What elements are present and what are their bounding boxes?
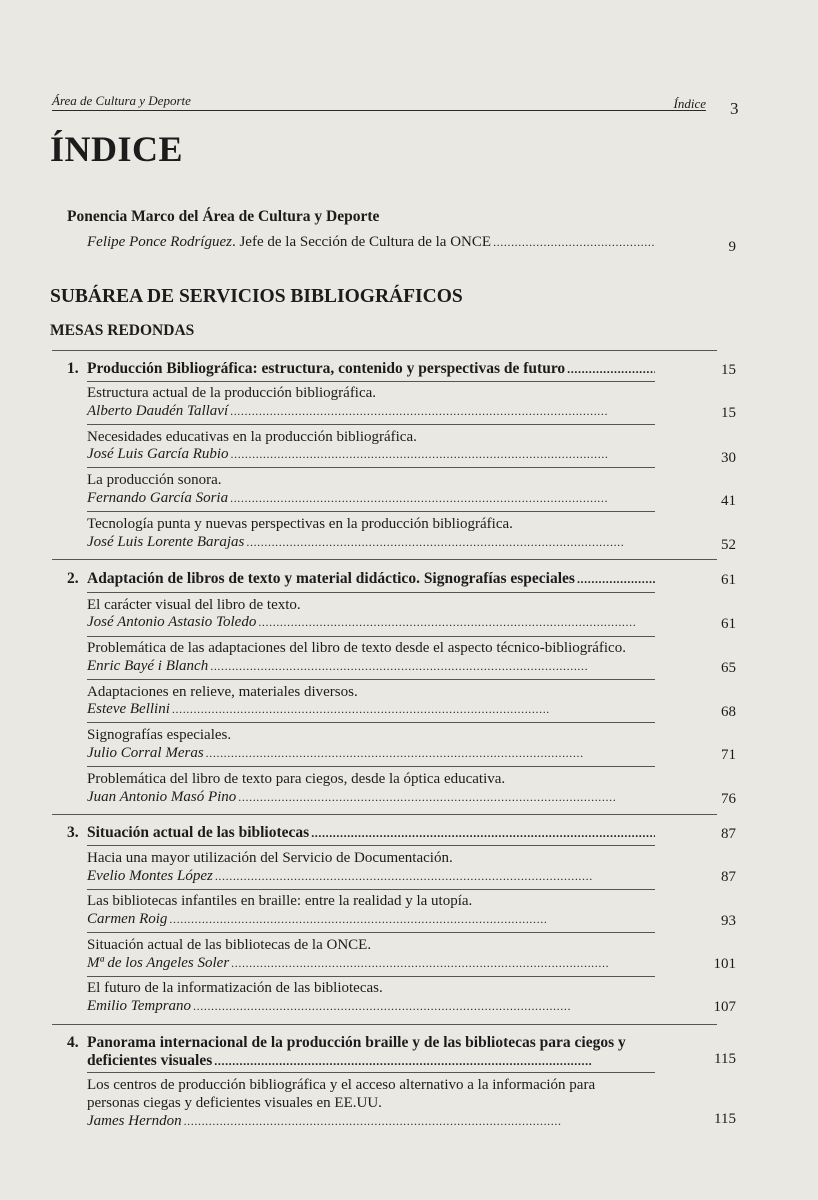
section-1-page: 15 — [721, 362, 736, 378]
section-3-page: 87 — [721, 826, 736, 842]
section-3-number: 3. — [67, 824, 79, 841]
article-author-entry: José Luis García Rubio . . . — [87, 446, 655, 463]
divider — [87, 636, 655, 637]
article-title: Problemática del libro de texto para ciegos, desde la óptica educativa. — [87, 771, 506, 787]
article-title-line2: personas ciegas y deficientes visuales en EE.UU. — [87, 1095, 382, 1111]
article-title: La producción sonora. — [87, 472, 222, 488]
divider — [87, 889, 655, 890]
article-page: 115 — [714, 1111, 736, 1127]
dot-leader — [215, 869, 655, 884]
divider — [52, 814, 717, 815]
article-title: Tecnología punta y nuevas perspectivas en la producción bibliográfica. — [87, 516, 513, 532]
page-title: ÍNDICE — [50, 129, 184, 169]
article-author-entry: José Luis Lorente Barajas . . . — [87, 534, 655, 551]
article-author-entry: Enric Bayé i Blanch . . . — [87, 658, 655, 675]
divider — [87, 722, 655, 723]
section-4-title-entry — [87, 1052, 655, 1070]
article-title: Situación actual de las bibliotecas de la ONCE. — [87, 937, 372, 953]
divider — [87, 511, 655, 512]
divider — [87, 424, 655, 425]
divider — [87, 766, 655, 767]
divider — [52, 559, 717, 560]
dot-leader — [206, 746, 655, 761]
section-title: Producción Bibliográfica: estructura, contenido y perspectivas de futuro — [87, 360, 566, 377]
divider — [87, 592, 655, 593]
article-page: 52 — [721, 537, 736, 553]
dot-leader — [169, 912, 655, 927]
article-title: Problemática de las adaptaciones del libro de texto desde el aspecto técnico-bibliográfico. — [87, 640, 626, 656]
header-chapter-name: Índice — [673, 96, 706, 111]
section-1-number: 1. — [67, 360, 79, 377]
section-2-number: 2. — [67, 570, 79, 587]
article-page: 30 — [721, 450, 736, 466]
round-tables-heading: MESAS REDONDAS — [50, 322, 195, 339]
divider — [87, 976, 655, 977]
article-author-entry: Esteve Bellini . . . — [87, 701, 655, 718]
article-author-entry: Evelio Montes López . . . — [87, 868, 655, 885]
article-page: 68 — [721, 704, 736, 720]
article-author-entry: James Herndon . . . — [87, 1113, 655, 1130]
article-page: 15 — [721, 405, 736, 421]
divider — [87, 467, 655, 468]
subarea-heading: SUBÁREA DE SERVICIOS BIBLIOGRÁFICOS — [50, 286, 463, 307]
article-author-entry: Mª de los Angeles Soler . . . — [87, 955, 655, 972]
article-author-entry: Alberto Daudén Tallaví . . . — [87, 403, 655, 420]
dot-leader — [258, 615, 655, 630]
article-title: Signografías especiales. — [87, 727, 232, 743]
article-page: 71 — [721, 747, 736, 763]
dot-leader — [567, 362, 655, 377]
section-2-title-entry — [87, 570, 655, 588]
dot-leader — [184, 1114, 655, 1129]
dot-leader — [231, 447, 655, 462]
dot-leader — [311, 826, 655, 841]
article-page: 101 — [713, 956, 736, 972]
section-4-page: 115 — [714, 1051, 736, 1067]
dot-leader — [214, 1054, 655, 1069]
article-author-entry: Juan Antonio Masó Pino . . . — [87, 789, 655, 806]
dot-leader — [230, 491, 655, 506]
article-title: Adaptaciones en relieve, materiales diversos. — [87, 684, 358, 700]
plenary-role: . Jefe de la Sección de Cultura de la ONCE — [231, 234, 492, 250]
dot-leader — [231, 956, 655, 971]
section-4-number: 4. — [67, 1034, 79, 1051]
article-title: Los centros de producción bibliográfica y el acceso alternativo a la información para — [87, 1077, 596, 1093]
article-page: 41 — [721, 493, 736, 509]
divider — [52, 1024, 717, 1025]
article-author-entry: Julio Corral Meras . . . — [87, 745, 655, 762]
section-title: Adaptación de libros de texto y material didáctico. Signografías especiales — [87, 570, 575, 587]
dot-leader — [493, 235, 655, 250]
article-author-entry: Fernando García Soria . . . — [87, 490, 655, 507]
dot-leader — [172, 702, 655, 717]
section-1-title-entry — [87, 360, 655, 378]
article-page: 61 — [721, 616, 736, 632]
article-page: 107 — [713, 999, 736, 1015]
article-page: 76 — [721, 791, 736, 807]
section-title: Situación actual de las bibliotecas — [87, 824, 310, 841]
dot-leader — [246, 535, 655, 550]
article-title: Hacia una mayor utilización del Servicio de Documentación. — [87, 850, 453, 866]
plenary-page: 9 — [728, 239, 736, 255]
plenary-entry — [87, 234, 655, 251]
article-title: El carácter visual del libro de texto. — [87, 597, 301, 613]
divider — [87, 845, 655, 846]
divider — [87, 679, 655, 680]
article-page: 87 — [721, 869, 736, 885]
divider — [87, 381, 655, 382]
article-title: Necesidades educativas en la producción bibliográfica. — [87, 429, 417, 445]
article-title: Estructura actual de la producción bibliográfica. — [87, 385, 377, 401]
dot-leader — [230, 404, 655, 419]
section-3-title-entry — [87, 824, 655, 842]
divider — [87, 1072, 655, 1073]
section-4-title-line1: Panorama internacional de la producción braille y de las bibliotecas para ciegos y — [87, 1034, 626, 1051]
page-number: 3 — [730, 99, 739, 118]
article-title: El futuro de la informatización de las bibliotecas. — [87, 980, 383, 996]
header-section-name: Área de Cultura y Deporte — [52, 93, 191, 108]
article-title: Las bibliotecas infantiles en braille: entre la realidad y la utopía. — [87, 893, 473, 909]
dot-leader — [193, 999, 655, 1014]
article-author-entry: José Antonio Astasio Toledo . . . — [87, 614, 655, 631]
plenary-heading: Ponencia Marco del Área de Cultura y Deporte — [67, 208, 380, 225]
running-header — [52, 92, 706, 111]
article-author-entry: Emilio Temprano . . . — [87, 998, 655, 1015]
article-author-entry: Carmen Roig . . . — [87, 911, 655, 928]
article-page: 93 — [721, 913, 736, 929]
divider — [87, 932, 655, 933]
article-page: 65 — [721, 660, 736, 676]
section-2-page: 61 — [721, 572, 736, 588]
dot-leader — [210, 659, 655, 674]
divider — [52, 350, 717, 351]
dot-leader — [238, 790, 655, 805]
section-title: deficientes visuales — [87, 1052, 213, 1069]
plenary-author: Felipe Ponce Rodríguez — [87, 234, 232, 250]
dot-leader — [577, 572, 655, 587]
